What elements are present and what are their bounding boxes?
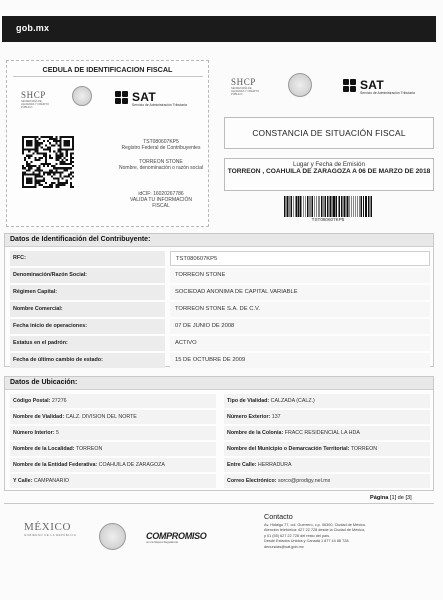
barcode-icon bbox=[283, 196, 373, 217]
identificacion-heading-bar bbox=[5, 234, 433, 247]
identificacion-row bbox=[10, 251, 430, 266]
ubicacion-label: Y Calle: bbox=[13, 478, 33, 484]
ubicacion-field-right bbox=[224, 442, 430, 456]
mexico-logo-subtitle: GOBIERNO DE LA REPÚBLICA bbox=[24, 533, 77, 537]
ubicacion-label: Nombre de Vialidad: bbox=[13, 414, 65, 420]
identificacion-row bbox=[10, 302, 430, 317]
barcode-text: TST080607KP5 bbox=[311, 217, 345, 222]
ubicacion-label: Número Exterior: bbox=[227, 414, 271, 420]
ubicacion-value: sorco@prodigy.nel.mx bbox=[277, 478, 331, 484]
mexico-logo bbox=[24, 521, 76, 537]
page-indicator-label: Página bbox=[370, 495, 389, 501]
gobmx-logo[interactable]: gob.mx bbox=[16, 23, 50, 33]
ubicacion-value: 27276 bbox=[51, 398, 67, 404]
ubicacion-field-right bbox=[224, 458, 430, 472]
page-indicator-value: [1] de [3] bbox=[389, 495, 412, 501]
ubicacion-label: Código Postal: bbox=[13, 398, 51, 404]
ubicacion-heading-bar bbox=[5, 377, 433, 390]
cedula-rfc-caption: Registro Federal de Contribuyentes bbox=[121, 145, 201, 151]
compromiso-logo-subtitle: con la Mejora Regulatoria bbox=[146, 540, 178, 544]
ubicacion-value: 5 bbox=[55, 430, 59, 436]
footer-coat-of-arms-icon bbox=[99, 523, 126, 550]
constancia-title-box bbox=[224, 117, 434, 149]
identificacion-label: Fecha inicio de operaciones: bbox=[10, 319, 165, 334]
identificacion-value: SOCIEDAD ANONIMA DE CAPITAL VARIABLE bbox=[170, 285, 430, 300]
contacto-line: denuncias@sat.gob.mx bbox=[264, 544, 304, 549]
identificacion-value: 15 DE OCTUBRE DE 2009 bbox=[170, 353, 430, 368]
ubicacion-field-left bbox=[10, 426, 216, 440]
header-coat-of-arms-icon bbox=[288, 73, 312, 97]
ubicacion-heading: Datos de Ubicación: bbox=[10, 379, 78, 386]
identificacion-row bbox=[10, 285, 430, 300]
qr-code[interactable] bbox=[22, 136, 74, 188]
footer bbox=[4, 503, 434, 588]
identificacion-row bbox=[10, 319, 430, 334]
contacto-line: Desde Estados Unidos y Canadá 1 877 44 88 728. bbox=[264, 539, 350, 544]
ubicacion-label: Nombre de la Entidad Federativa: bbox=[13, 462, 98, 468]
identificacion-label: Denominación/Razón Social: bbox=[10, 268, 165, 283]
identificacion-label: RFC: bbox=[10, 251, 165, 266]
header-shcp-logo bbox=[231, 77, 265, 96]
compromiso-logo bbox=[146, 531, 207, 544]
header-sat-logo-icon bbox=[343, 79, 358, 92]
ubicacion-field-right bbox=[224, 474, 430, 488]
identificacion-label: Fecha de último cambio de estado: bbox=[10, 353, 165, 368]
sat-logo-subtitle: Servicio de Administración Tributaria bbox=[132, 103, 187, 107]
ubicacion-value: TORREON bbox=[75, 446, 103, 452]
identificacion-row bbox=[10, 353, 430, 368]
identificacion-value: ACTIVO bbox=[170, 336, 430, 351]
shcp-logo-text: SHCP bbox=[21, 90, 46, 100]
ubicacion-field-right bbox=[224, 394, 430, 408]
header-shcp-logo-subtitle: SECRETARÍA DE HACIENDA Y CRÉDITO PÚBLICO bbox=[231, 87, 259, 96]
identificacion-value: TST080607KP5 bbox=[170, 251, 430, 266]
ubicacion-field-left bbox=[10, 394, 216, 408]
page-indicator bbox=[370, 495, 412, 501]
identificacion-row bbox=[10, 336, 430, 351]
cedula-divider bbox=[13, 76, 203, 77]
emision-box bbox=[224, 158, 434, 191]
identificacion-row bbox=[10, 268, 430, 283]
ubicacion-label: Entre Calle: bbox=[227, 462, 257, 468]
header-sat-logo-subtitle: Servicio de Administración Tributaria bbox=[360, 91, 415, 95]
contacto-block bbox=[264, 512, 434, 550]
emision-value: TORREON , COAHUILA DE ZARAGOZA A 06 DE MARZO DE 2018 bbox=[227, 168, 431, 175]
ubicacion-field-left bbox=[10, 410, 216, 424]
sat-logo-text: SAT bbox=[132, 90, 157, 104]
ubicacion-field-left bbox=[10, 442, 216, 456]
ubicacion-label: Nombre del Municipio o Demarcación Territorial: bbox=[227, 446, 350, 452]
identificacion-value: 07 DE JUNIO DE 2008 bbox=[170, 319, 430, 334]
identificacion-value: TORREON STONE bbox=[170, 268, 430, 283]
cedula-nombre-caption: Nombre, denominación o razón social bbox=[119, 165, 203, 171]
ubicacion-field-right bbox=[224, 426, 430, 440]
identificacion-label: Estatus en el padrón: bbox=[10, 336, 165, 351]
ubicacion-label: Correo Electrónico: bbox=[227, 478, 277, 484]
ubicacion-field-right bbox=[224, 410, 430, 424]
identificacion-heading: Datos de Identificación del Contribuyente: bbox=[10, 236, 151, 243]
ubicacion-label: Nombre de la Colonia: bbox=[227, 430, 284, 436]
ubicacion-label: Número Interior: bbox=[13, 430, 55, 436]
cedula-rfc: TST080607KP5 bbox=[143, 139, 179, 145]
sat-logo-icon bbox=[115, 91, 130, 104]
ubicacion-label: Tipo de Vialidad: bbox=[227, 398, 270, 404]
cedula-nombre: TORREON STONE bbox=[139, 159, 183, 165]
cedula-title: CEDULA DE IDENTIFICACION FISCAL bbox=[42, 65, 173, 74]
ubicacion-value: CAMPANARIO bbox=[33, 478, 70, 484]
cedula-idcif: idCIF: 16020267786 bbox=[138, 191, 184, 197]
cedula-valida-info: VALIDA TU INFORMACIÓN FISCAL bbox=[129, 197, 193, 209]
contacto-line: Atención telefónica: 627 22 728 desde la Ciudad de México, bbox=[264, 528, 366, 533]
contacto-line: Av. Hidalgo 77, col. Guerrero, c.p. 06300, Ciudad de México. bbox=[264, 523, 367, 527]
ubicacion-label: Nombre de la Localidad: bbox=[13, 446, 75, 452]
compromiso-logo-text: COMPROMISO bbox=[146, 531, 207, 541]
contacto-title: Contacto bbox=[264, 512, 293, 521]
ubicacion-value: CALZ. DIVISION DEL NORTE bbox=[65, 414, 137, 420]
contacto-line: y 01 (55) 627 22 728 del resto del país. bbox=[264, 533, 331, 538]
identificacion-value: TORREON STONE S.A. DE C.V. bbox=[170, 302, 430, 317]
identificacion-section bbox=[4, 233, 434, 367]
qr-code-icon bbox=[22, 136, 74, 188]
ubicacion-section bbox=[4, 376, 434, 491]
shcp-logo bbox=[21, 90, 55, 109]
constancia-title: CONSTANCIA DE SITUACIÓN FISCAL bbox=[252, 128, 406, 138]
ubicacion-field-left bbox=[10, 458, 216, 472]
header-sat-logo-text: SAT bbox=[360, 78, 385, 92]
shcp-logo-subtitle: SECRETARÍA DE HACIENDA Y CRÉDITO PÚBLICO bbox=[21, 100, 49, 109]
identificacion-label: Nombre Comercial: bbox=[10, 302, 165, 317]
ubicacion-value: CALZADA (CALZ.) bbox=[270, 398, 315, 404]
ubicacion-value: HERRADURA bbox=[257, 462, 292, 468]
ubicacion-value: 137 bbox=[271, 414, 281, 420]
emision-label: Lugar y Fecha de Emisión bbox=[293, 161, 365, 168]
gobmx-header-bar bbox=[2, 16, 436, 42]
ubicacion-value: COAHUILA DE ZARAGOZA bbox=[98, 462, 165, 468]
mexico-logo-text: MÉXICO bbox=[24, 521, 71, 533]
header-shcp-logo-text: SHCP bbox=[231, 77, 256, 87]
ubicacion-value: FRACC RESIDENCIAL LA HDA bbox=[284, 430, 360, 436]
mexico-coat-of-arms-icon bbox=[72, 86, 92, 106]
identificacion-label: Régimen Capital: bbox=[10, 285, 165, 300]
ubicacion-value: TORREON bbox=[350, 446, 378, 452]
ubicacion-field-left bbox=[10, 474, 216, 488]
